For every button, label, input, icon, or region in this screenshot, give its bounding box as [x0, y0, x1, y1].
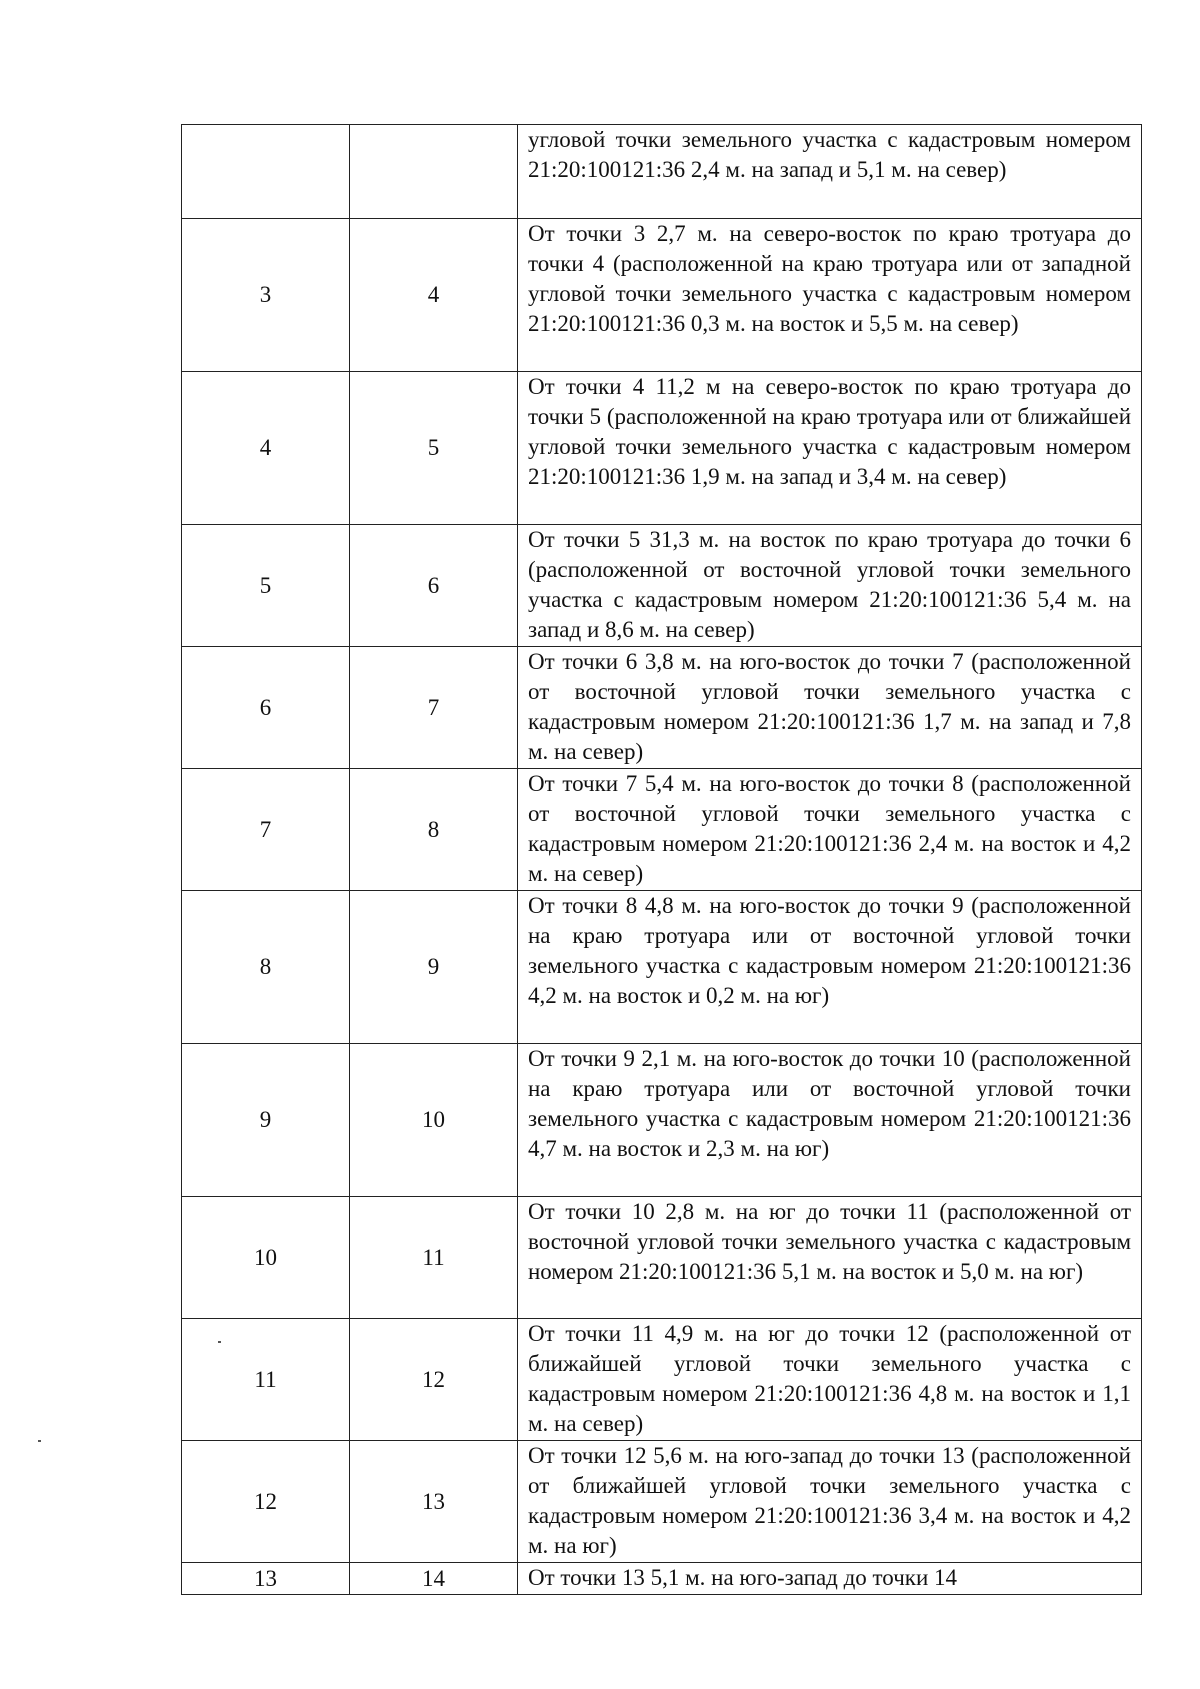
to-point-cell: 6 [350, 525, 518, 647]
table-row [182, 1563, 1142, 1595]
table-row [182, 769, 1142, 891]
from-point-cell: 3 [182, 219, 350, 372]
to-point-cell: 4 [350, 219, 518, 372]
to-point-cell: 5 [350, 372, 518, 525]
segment-description-cell: От точки 13 5,1 м. на юго-запад до точки 14 [518, 1563, 1142, 1595]
segment-description-cell: От точки 5 31,3 м. на восток по краю тротуара до точки 6 (расположенной от восточной угловой точки земельного участка с кадастровым номером 21:20:100121:36 5,4 м. на запад и 8,6 м. на север) [518, 525, 1142, 647]
table-row [182, 1441, 1142, 1563]
to-point-cell: 14 [350, 1563, 518, 1595]
from-point-cell: 11 [182, 1319, 350, 1441]
segment-description-cell: угловой точки земельного участка с кадастровым номером 21:20:100121:36 2,4 м. на запад и 5,1 м. на север) [518, 125, 1142, 219]
from-point-cell: 7 [182, 769, 350, 891]
from-point-cell: 8 [182, 891, 350, 1044]
table-row [182, 525, 1142, 647]
from-point-cell: 9 [182, 1044, 350, 1197]
table-row [182, 1319, 1142, 1441]
from-point-cell: 13 [182, 1563, 350, 1595]
to-point-cell: 13 [350, 1441, 518, 1563]
to-point-cell: 8 [350, 769, 518, 891]
scan-speck [218, 1341, 221, 1343]
scan-speck [38, 1440, 41, 1442]
table-row [182, 125, 1142, 219]
table-row [182, 372, 1142, 525]
segment-description-cell: От точки 3 2,7 м. на северо-восток по краю тротуара до точки 4 (расположенной на краю тротуара или от западной угловой точки земельного участка с кадастровым номером 21:20:100121:36 0,3 м. на восток и 5,5 м. на север) [518, 219, 1142, 372]
from-point-cell: 4 [182, 372, 350, 525]
to-point-cell: 7 [350, 647, 518, 769]
segment-description-cell: От точки 9 2,1 м. на юго-восток до точки 10 (расположенной на краю тротуара или от восточной угловой точки земельного участка с кадастровым номером 21:20:100121:36 4,7 м. на восток и 2,3 м. на юг) [518, 1044, 1142, 1197]
segment-description-cell: От точки 10 2,8 м. на юг до точки 11 (расположенной от восточной угловой точки земельного участка с кадастровым номером 21:20:100121:36 5,1 м. на восток и 5,0 м. на юг) [518, 1197, 1142, 1319]
to-point-cell: 11 [350, 1197, 518, 1319]
segment-description-cell: От точки 8 4,8 м. на юго-восток до точки 9 (расположенной на краю тротуара или от восточной угловой точки земельного участка с кадастровым номером 21:20:100121:36 4,2 м. на восток и 0,2 м. на юг) [518, 891, 1142, 1044]
from-point-cell: 5 [182, 525, 350, 647]
from-point-cell: 10 [182, 1197, 350, 1319]
to-point-cell: 12 [350, 1319, 518, 1441]
segment-description-cell: От точки 12 5,6 м. на юго-запад до точки 13 (расположенной от ближайшей угловой точки земельного участка с кадастровым номером 21:20:100121:36 3,4 м. на восток и 4,2 м. на юг) [518, 1441, 1142, 1563]
segment-description-cell: От точки 4 11,2 м на северо-восток по краю тротуара до точки 5 (расположенной на краю тротуара или от ближайшей угловой точки земельного участка с кадастровым номером 21:20:100121:36 1,9 м. на запад и 3,4 м. на север) [518, 372, 1142, 525]
to-point-cell: 9 [350, 891, 518, 1044]
from-point-cell [182, 125, 350, 219]
table-row [182, 647, 1142, 769]
to-point-cell [350, 125, 518, 219]
boundary-points-table [181, 124, 1142, 1595]
segment-description-cell: От точки 11 4,9 м. на юг до точки 12 (расположенной от ближайшей угловой точки земельного участка с кадастровым номером 21:20:100121:36 4,8 м. на восток и 1,1 м. на север) [518, 1319, 1142, 1441]
segment-description-cell: От точки 6 3,8 м. на юго-восток до точки 7 (расположенной от восточной угловой точки земельного участка с кадастровым номером 21:20:100121:36 1,7 м. на запад и 7,8 м. на север) [518, 647, 1142, 769]
from-point-cell: 12 [182, 1441, 350, 1563]
table-row [182, 1044, 1142, 1197]
table-row [182, 1197, 1142, 1319]
from-point-cell: 6 [182, 647, 350, 769]
table-row [182, 219, 1142, 372]
to-point-cell: 10 [350, 1044, 518, 1197]
table-row [182, 891, 1142, 1044]
segment-description-cell: От точки 7 5,4 м. на юго-восток до точки 8 (расположенной от восточной угловой точки земельного участка с кадастровым номером 21:20:100121:36 2,4 м. на восток и 4,2 м. на север) [518, 769, 1142, 891]
